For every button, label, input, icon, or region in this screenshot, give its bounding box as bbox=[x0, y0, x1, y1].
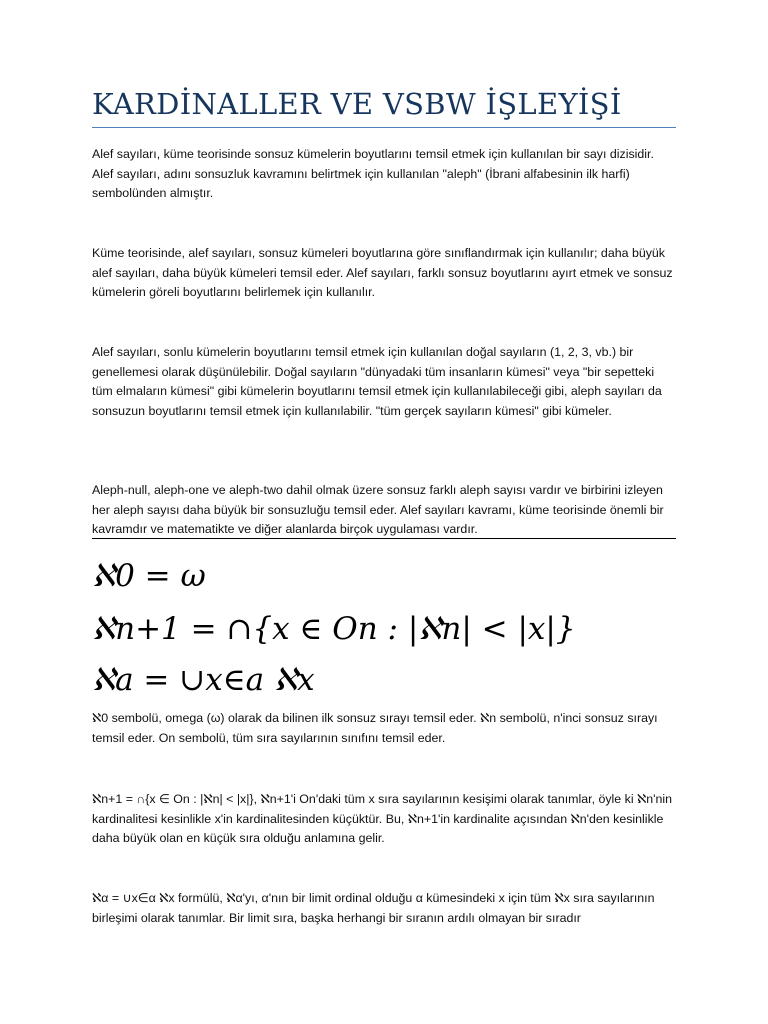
paragraph-successor-explanation: ℵn+1 = ∩{x ∈ On : |ℵn| < |x|}, ℵn+1'i On'daki tüm x sıra sayılarının kesişimi olarak tanımlar, öyle ki ℵn'nin kardinalitesi kesinlikle x'in kardinalitesinden küçüktür. Bu, ℵn+1'in kardinalite açısından ℵn'den kesinlikle daha büyük olan en küçük sıra olduğu anlamına gelir. bbox=[92, 792, 673, 846]
document-title: KARDİNALLER VE VSBW İŞLEYİŞİ bbox=[92, 87, 622, 121]
formula-image bbox=[92, 556, 676, 696]
title-underline bbox=[92, 127, 676, 128]
section-divider bbox=[92, 538, 676, 539]
formula-aleph-limit: ℵa = ∪x∈a ℵx bbox=[92, 662, 315, 698]
paragraph-set-theory-usage: Küme teorisinde, alef sayıları, sonsuz kümeleri boyutlarına göre sınıflandırmak için kullanılır; daha büyük alef sayıları, daha büyük kümeleri temsil eder. Alef sayıları, farklı sonsuz boyutlarını ayırt etmek ve sonsuz kümelerin göreli boyutlarını belirlemek için kullanılır. bbox=[92, 246, 673, 300]
paragraph-alef-definition: Alef sayıları, küme teorisinde sonsuz kümelerin boyutlarını temsil etmek için kullanılan bir sayı dizisidir. Alef sayıları, adını sonsuzluk kavramını belirtmek için kullanılan "aleph" (İbrani alfabesinin ilk harfi) sembolünden almıştır. bbox=[92, 147, 654, 201]
paragraph-natural-number-generalization: Alef sayıları, sonlu kümelerin boyutlarını temsil etmek için kullanılan doğal sayıların (1, 2, 3, vb.) bir genellemesi olarak düşünülebilir. Doğal sayıların "dünyadaki tüm insanların kümesi" veya "bir sepetteki tüm elmaların kümesi" gibi kümelerin boyutlarını temsil etmek için kullanılabileceği gibi, aleph sayıları da sonsuzun boyutlarını temsil etmek için kullanılabilir. "tüm gerçek sayıların kümesi" gibi kümeler. bbox=[92, 345, 662, 418]
formula-aleph-successor: ℵn+1 = ∩{x ∈ On : |ℵn| < |x|} bbox=[92, 611, 576, 647]
formula-aleph-zero: ℵ0 = ω bbox=[92, 558, 206, 594]
paragraph-symbol-explanation: ℵ0 sembolü, omega (ω) olarak da bilinen ilk sonsuz sırayı temsil eder. ℵn sembolü, n'inci sonsuz sırayı temsil eder. On sembolü, tüm sıra sayılarının sınıfını temsil eder. bbox=[92, 711, 658, 745]
paragraph-aleph-hierarchy: Aleph-null, aleph-one ve aleph-two dahil olmak üzere sonsuz farklı aleph sayısı vardır ve birbirini izleyen her aleph sayısı daha büyük bir sonsuzluğu temsil eder. Alef sayıları kavramı, küme teorisinde önemli bir kavramdır ve matematikte ve diğer alanlarda birçok uygulaması vardır. bbox=[92, 483, 664, 537]
paragraph-limit-explanation: ℵα = ∪x∈α ℵx formülü, ℵα'yı, α'nın bir limit ordinal olduğu α kümesindeki x için tüm ℵx sıra sayılarının birleşimi olarak tanımlar. Bir limit sıra, başka herhangi bir sıranın ardılı olmayan bir sıradır bbox=[92, 891, 655, 925]
